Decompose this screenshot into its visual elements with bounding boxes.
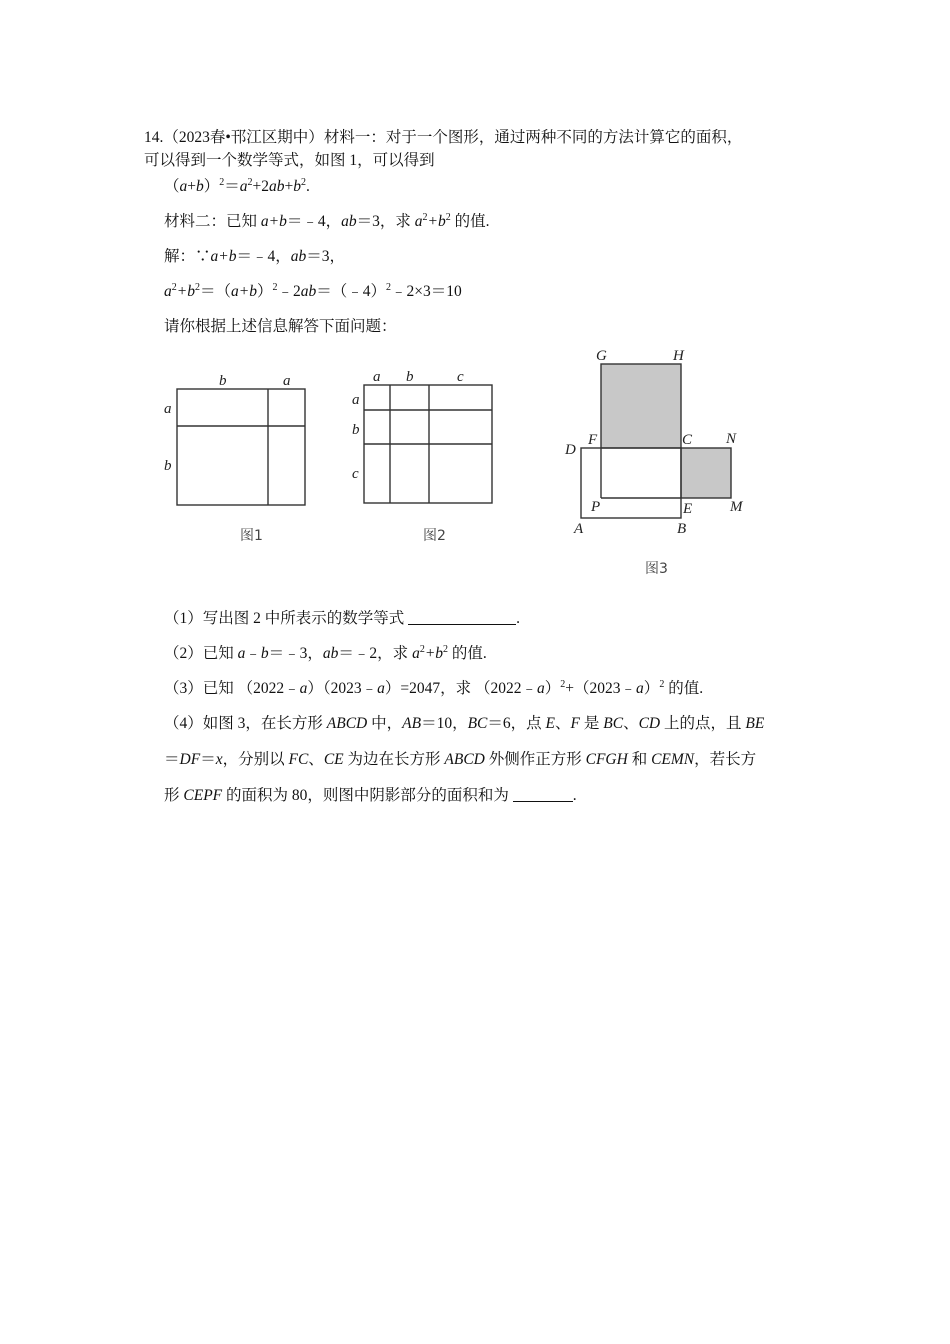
fig2-top-label-b: b (406, 369, 414, 385)
answer-blank-1[interactable] (408, 610, 516, 625)
fig3-label-g: G (596, 348, 607, 364)
figure-2 (364, 385, 492, 503)
fig2-caption: 图2 (423, 528, 446, 544)
fig2-top-label-a: a (373, 369, 381, 385)
fig2-side-label-a: a (352, 392, 360, 408)
fig1-caption: 图1 (240, 528, 263, 544)
question-1: （1）写出图 2 中所表示的数学等式 . (164, 610, 521, 627)
fig2-top-label-c: c (457, 369, 464, 385)
fig3-label-e: E (683, 501, 693, 517)
material1-formula: $(a+b)^2=a^2+2ab+b^2$. (164, 177, 310, 195)
square-cemn (681, 448, 731, 498)
fig3-label-a: A (574, 521, 584, 537)
fig3-label-d: D (565, 442, 576, 458)
material1-line2: 可以得到一个数学等式，如图 1，可以得到 (144, 152, 435, 169)
fig3-caption: 图3 (645, 561, 668, 577)
question-4-line1: （4）如图 3，在长方形 ABCD 中，AB＝10，BC＝6，点 E、F 是 BC、CD 上的点，且 BE (164, 715, 765, 732)
fig2-side-label-c: c (352, 466, 359, 482)
question-4-line2: ＝DF＝x，分别以 FC、CE 为边在长方形 ABCD 外侧作正方形 CFGH 和 CEMN，若长方 (164, 751, 757, 768)
fig3-label-c: C (682, 432, 693, 448)
material1-intro: 材料一：对于一个图形，通过两种不同的方法计算它的面积， (323, 129, 743, 146)
problem-source: （2023春•邗江区期中） (163, 129, 324, 146)
figure-3 (581, 364, 731, 518)
fig2-side-label-b: b (352, 422, 360, 438)
fig3-label-p: P (591, 499, 601, 515)
fig3-label-h: H (673, 348, 684, 364)
figure-1 (177, 389, 305, 505)
fig1-top-label-b: b (219, 373, 227, 389)
question-4-line3: 形 CEPF 的面积为 80，则图中阴影部分的面积和为 . (164, 787, 577, 804)
fig1-top-label-a: a (283, 373, 291, 389)
question-2: （2）已知 a﹣b＝﹣3，ab＝﹣2，求 $a^2+b^2$ 的值. (164, 644, 487, 662)
material2: 材料二：已知 a+b＝﹣4，ab＝3，求 $a^2+b^2$ 的值. (164, 212, 490, 230)
fig3-label-m: M (730, 499, 743, 515)
fig1-side-label-a: a (164, 401, 172, 417)
fig3-label-n: N (726, 431, 737, 447)
answer-blank-4[interactable] (513, 787, 573, 802)
square-cfgh (601, 364, 681, 448)
question-3: （3）已知 （2022﹣a）（2023﹣a）=2047，求 （2022﹣a）$^2$+（2023﹣a）$^2$ 的值. (164, 679, 704, 697)
fig3-label-f: F (588, 432, 598, 448)
prompt: 请你根据上述信息解答下面问题： (164, 318, 397, 335)
solution-line2: $a^2+b^2=(a+b)^2﹣2ab=(﹣4)^2﹣2\times 3=10$ (164, 282, 462, 300)
fig1-side-label-b: b (164, 458, 172, 474)
figures-canvas (0, 0, 950, 600)
problem-number: 14. (144, 129, 164, 146)
solution-line1: 解：∵a+b＝﹣4，ab＝3， (164, 248, 346, 265)
fig3-label-b: B (677, 521, 687, 537)
